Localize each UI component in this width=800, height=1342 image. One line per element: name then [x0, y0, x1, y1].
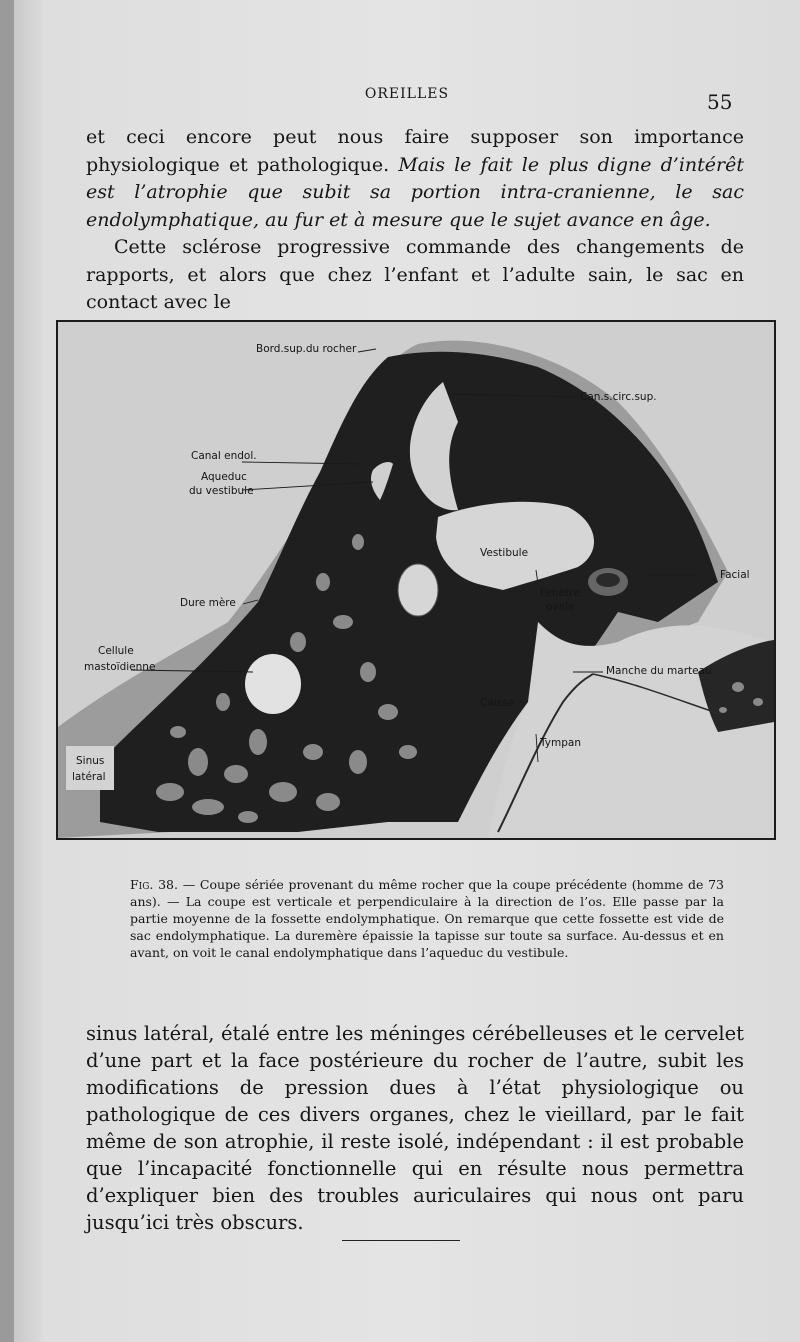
- paragraph-1-italic: Mais le fait le plus digne d’intérêt est l’atrophie que subit sa portion intra-cranienne, le sac endolymphatique, au fur et à mesure que le sujet avance en âge.: [86, 153, 744, 231]
- label-manche: Manche du marteau: [606, 665, 712, 677]
- figure-number: Fig. 38.: [130, 877, 178, 892]
- label-fenetre-2: ovale: [546, 601, 575, 613]
- ear-section-illustration: [58, 322, 774, 838]
- paragraph-1-normal: et ceci encore peut nous faire supposer son importance physiologique et pathologique.: [86, 126, 744, 176]
- label-tympan: Tympan: [540, 737, 581, 749]
- anatomical-figure: [56, 320, 776, 840]
- caption-text: — Coupe sériée provenant du même rocher que la coupe précédente (homme de 73 ans). — La coupe est verticale et perpendiculaire à la direction de l’os. Elle passe par la partie moyenne de la fossette endolymphatique. On remarque que cette fossette est vide de sac endolymphatique. La duremère épaissie la tapisse sur toute sa surface. Au-dessus et en avant, on voit le canal endolymphatique dans l’aqueduc du vestibule.: [130, 877, 724, 960]
- top-text-block: [86, 124, 744, 317]
- bottom-text-block: [86, 1020, 744, 1236]
- label-vestibule: Vestibule: [480, 547, 529, 559]
- figure-caption: [130, 876, 724, 961]
- running-title: OREILLES: [364, 86, 450, 102]
- label-aqueduc-1: Aqueduc: [201, 471, 247, 483]
- label-can-circ: Can.s.circ.sup.: [580, 391, 657, 403]
- paragraph-3: sinus latéral, étalé entre les méninges cérébelleuses et le cervelet d’une part et la face postérieure du rocher de l’autre, subit les modifications de pression dues à l’état physiologique ou pathologique de ces divers organes, chez le vieillard, par le fait même de son atrophie, il reste isolé, indépendant : il est probable que l’incapacité fonctionnelle qui en résulte nous permettra d’expliquer bien des troubles auriculaires qui nous ont paru jusqu’ici très obscurs.: [86, 1022, 744, 1234]
- paragraph-1: [86, 124, 744, 234]
- page-number: 55: [707, 90, 733, 114]
- label-fenetre-1: Fenetre: [540, 587, 580, 599]
- label-dure-mere: Dure mère: [180, 597, 236, 609]
- label-canal-endol: Canal endol.: [191, 450, 257, 462]
- label-facial: Facial: [720, 569, 750, 581]
- label-aqueduc-2: du vestibule: [189, 485, 254, 497]
- label-bord-sup: Bord.sup.du rocher: [256, 343, 357, 355]
- label-sinus-1: Sinus: [76, 755, 105, 767]
- paragraph-2: Cette sclérose progressive commande des changements de rapports, et alors que chez l’enfant et l’adulte sain, le sac en contact avec le: [86, 236, 744, 313]
- label-cellule-1: Cellule: [98, 645, 134, 657]
- end-rule: [342, 1240, 460, 1241]
- book-page: [14, 0, 800, 1342]
- label-caisse: Caisse: [480, 697, 515, 709]
- label-sinus-2: latéral: [72, 771, 106, 783]
- label-cellule-2: mastoïdienne: [84, 661, 156, 673]
